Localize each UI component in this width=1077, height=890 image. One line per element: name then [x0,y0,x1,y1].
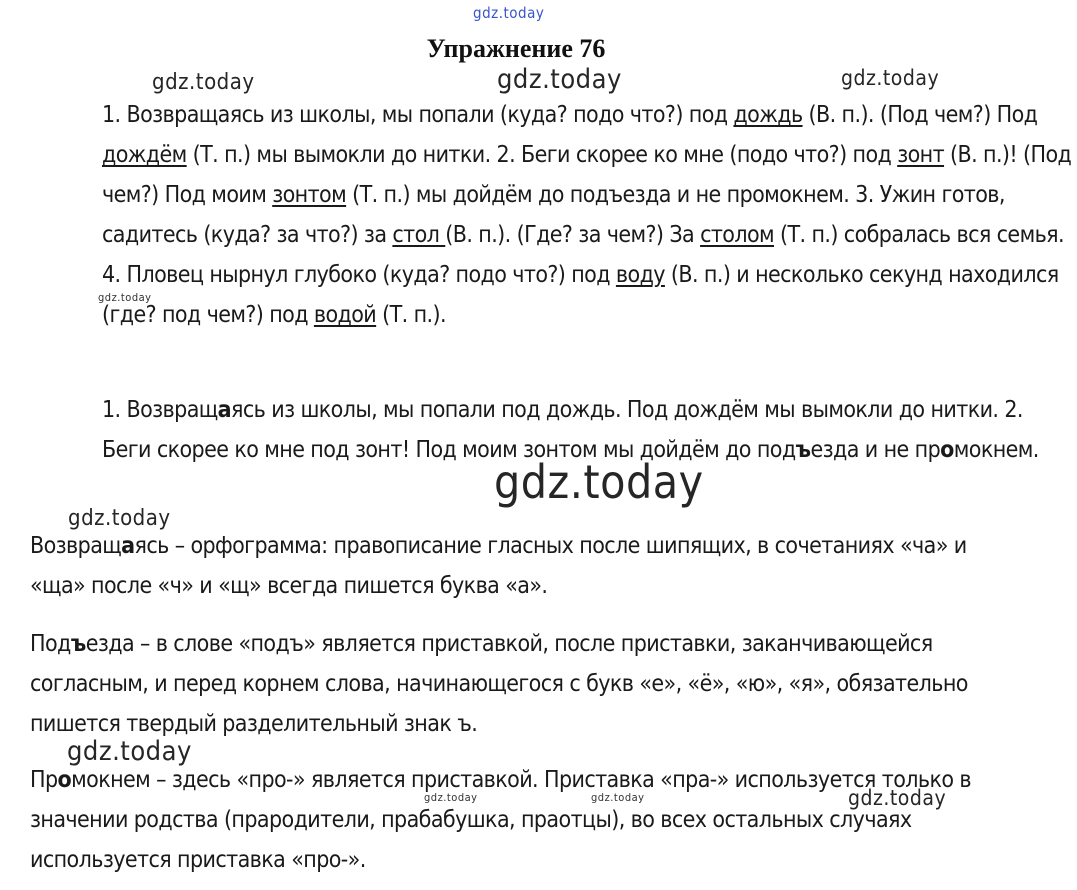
text-run: 1. Возвращ [102,397,218,423]
highlighted-letter: а [121,533,135,559]
text-run: (В. п.). (Под чем?) Под [802,102,1038,128]
text-run: (Т. п.) собралась вся семья. 4. Пловец нырнул глубоко (куда? подо что?) под [102,222,1064,288]
text-run: 1. Возвращаясь из школы, мы попали (куда? подо что?) под [102,102,734,128]
explanation-vozvrashchayas [30,526,1005,606]
watermark-top: gdz.today [473,4,545,22]
explanation-podezda [30,624,1005,744]
watermark: gdz.today [494,455,704,509]
watermark: gdz.today [67,736,192,767]
text-run: мокнем. [953,437,1039,463]
text-run: езда и не пр [810,437,941,463]
underlined-word: стол [392,222,446,248]
watermark: gdz.today [497,64,622,95]
text-run: Пр [30,767,58,793]
page-title: Упражнение 76 [426,34,606,63]
highlighted-letter: о [57,767,72,793]
underlined-word: дождь [733,102,803,128]
underlined-word: зонтом [272,182,347,208]
highlighted-letter: ъ [795,437,811,463]
text-run: (В. п.) и несколько секунд находился (где? под чем?) под [102,262,1059,328]
text-run: (В. п.)! (Под чем?) Под моим [102,142,1072,208]
explanation-promoknem [30,760,1005,880]
watermark: gdz.today [152,70,255,95]
watermark: gdz.today [848,786,947,810]
text-run: (Т. п.) мы вымокли до нитки. 2. Беги скорее ко мне (подо что?) под [186,142,898,168]
text-run: ясь – орфограмма: правописание гласных после шипящих, в сочетаниях «ча» и «ща» после «ч» и «щ» всегда пишется буква «а». [30,533,967,599]
text-run: (Т. п.). [376,302,446,328]
text-run: Под [30,631,71,657]
highlighted-letter: а [217,397,232,423]
underlined-word: водой [313,302,377,328]
watermark: gdz.today [424,791,478,804]
text-run: езда – в слове «подъ» является приставкой, после приставки, заканчивающейся согласным, и перед корнем слова, начинающегося с букв «е», «ё», «ю», «я», обязательно пишется твердый разделительный знак ъ. [30,631,968,737]
text-run: (Т. п.) мы дойдём до подъезда и не промокнем. 3. Ужин готов, садитесь (куда? за что?) за [102,182,1005,248]
text-run: (В. п.). (Где? за чем?) За [445,222,701,248]
exercise-text-paragraph [30,95,1077,335]
underlined-word: столом [700,222,775,248]
text-run: мокнем – здесь «про-» является приставкой. Приставка «пра-» используется только в значении родства (прародители, прабабушка, праотцы), во всех остальных случаях используется приставка «про-». [30,767,971,873]
underlined-word: дождём [102,142,187,168]
underlined-word: зонт [897,142,945,168]
highlighted-letter: о [940,437,954,463]
highlighted-letter: ъ [70,631,86,657]
underlined-word: воду [615,262,665,288]
watermark: gdz.today [98,291,152,304]
watermark: gdz.today [591,791,645,804]
text-run: ясь из школы, мы попали под дождь. Под дождём мы вымокли до нитки. 2. Беги скорее ко мне под зонт! Под моим зонтом мы дойдём до под [102,397,1023,463]
text-run: Возвращ [30,533,122,559]
watermark: gdz.today [841,66,940,90]
watermark: gdz.today [68,506,171,531]
